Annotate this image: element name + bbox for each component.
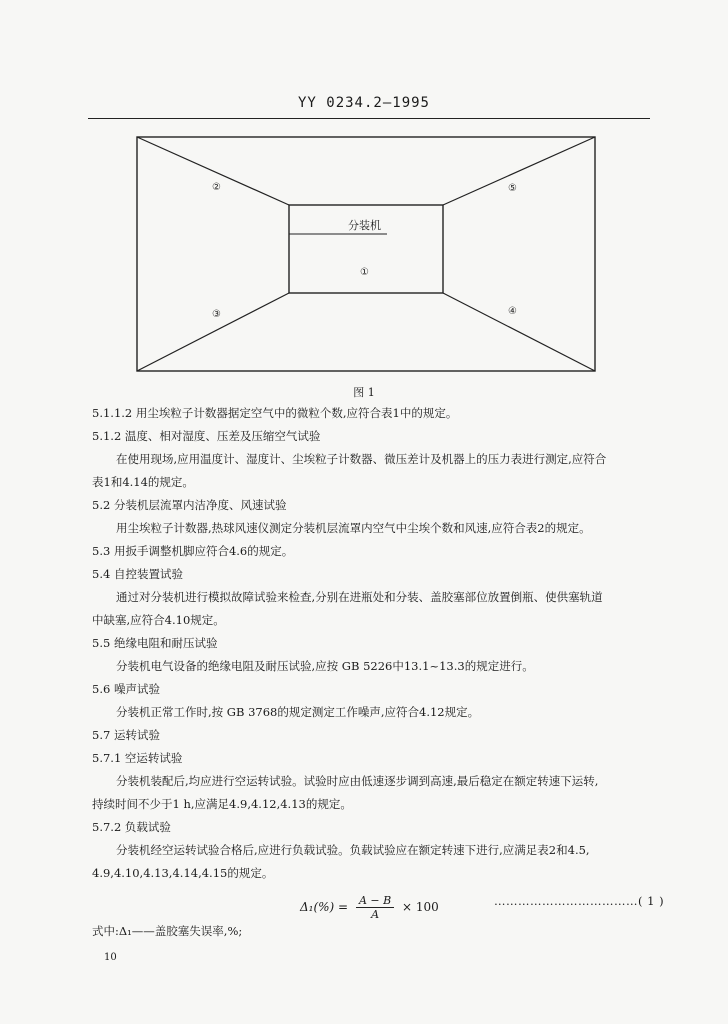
paragraph-line: 分装机电气设备的绝缘电阻及耐压试验,应按 GB 5226中13.1~13.3的规定进行。 bbox=[116, 659, 534, 673]
zone-label-2: ② bbox=[212, 182, 221, 193]
paragraph-line: 持续时间不少于1 h,应满足4.9,4.12,4.13的规定。 bbox=[92, 797, 352, 811]
equation-number: ………………………………( 1 ) bbox=[494, 894, 665, 908]
clause-5-2-heading: 5.2 分装机层流罩内洁净度、风速试验 bbox=[92, 498, 287, 512]
where-line: 式中:Δ₁——盖胶塞失误率,%; bbox=[92, 924, 243, 938]
paragraph-line: 在使用现场,应用温度计、湿度计、尘埃粒子计数器、微压差计及机器上的压力表进行测定,应符合 bbox=[116, 452, 607, 466]
diagonal-top-right bbox=[443, 137, 595, 205]
formula-lhs: Δ₁(%) = bbox=[300, 900, 349, 914]
zone-label-5: ⑤ bbox=[508, 183, 517, 194]
formula-numerator: A − B bbox=[356, 894, 394, 908]
clause-5-7-heading: 5.7 运转试验 bbox=[92, 728, 160, 742]
clause-5-3: 5.3 用扳手调整机脚应符合4.6的规定。 bbox=[92, 544, 294, 558]
clause-5-7-2-heading: 5.7.2 负载试验 bbox=[92, 820, 171, 834]
figure-diagram bbox=[136, 136, 596, 372]
clause-5-1-2-heading: 5.1.2 温度、相对湿度、压差及压缩空气试验 bbox=[92, 429, 321, 443]
clause-5-1-1-2: 5.1.1.2 用尘埃粒子计数器据定空气中的微粒个数,应符合表1中的规定。 bbox=[92, 406, 458, 420]
paragraph-line: 4.9,4.10,4.13,4.14,4.15的规定。 bbox=[92, 866, 274, 880]
diagonal-bottom-right bbox=[443, 293, 595, 371]
formula-denominator: A bbox=[371, 908, 380, 921]
paragraph-line: 通过对分装机进行模拟故障试验来检查,分别在进瓶处和分装、盖胶塞部位放置倒瓶、使供塞轨道 bbox=[116, 590, 603, 604]
clause-5-6-heading: 5.6 噪声试验 bbox=[92, 682, 160, 696]
header-rule bbox=[88, 118, 650, 119]
formula-fraction bbox=[356, 894, 394, 921]
clause-5-4-heading: 5.4 自控装置试验 bbox=[92, 567, 183, 581]
paragraph-line: 分装机装配后,均应进行空运转试验。试验时应由低速逐步调到高速,最后稳定在额定转速下运转, bbox=[116, 774, 599, 788]
figure-1 bbox=[136, 136, 596, 372]
formula-1 bbox=[300, 894, 439, 921]
paragraph-line: 分装机经空运转试验合格后,应进行负载试验。负载试验应在额定转速下进行,应满足表2和4.5, bbox=[116, 843, 590, 857]
clause-5-7-1-heading: 5.7.1 空运转试验 bbox=[92, 751, 183, 765]
paragraph-line: 表1和4.14的规定。 bbox=[92, 475, 194, 489]
zone-label-4: ④ bbox=[508, 306, 517, 317]
formula-rhs: × 100 bbox=[402, 900, 439, 914]
zone-label-3: ③ bbox=[212, 309, 221, 320]
diagonal-bottom-left bbox=[137, 293, 289, 371]
clause-5-5-heading: 5.5 绝缘电阻和耐压试验 bbox=[92, 636, 218, 650]
paragraph-line: 用尘埃粒子计数器,热球风速仪测定分装机层流罩内空气中尘埃个数和风速,应符合表2的规定。 bbox=[116, 521, 591, 535]
zone-label-1: ① bbox=[360, 267, 369, 278]
diagonal-top-left bbox=[137, 137, 289, 205]
page-number: 10 bbox=[104, 952, 117, 963]
document-code: YY 0234.2—1995 bbox=[297, 95, 430, 111]
paragraph-line: 中缺塞,应符合4.10规定。 bbox=[92, 613, 225, 627]
machine-label: 分装机 bbox=[348, 219, 381, 232]
paragraph-line: 分装机正常工作时,按 GB 3768的规定测定工作噪声,应符合4.12规定。 bbox=[116, 705, 480, 719]
figure-caption: 图 1 bbox=[353, 386, 375, 399]
